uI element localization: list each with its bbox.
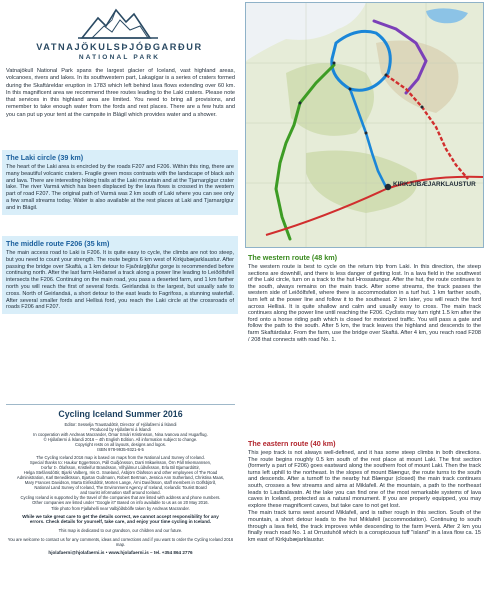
credits-line: Administration, Karl Benediktsson, Bjartan Guðmann, Robert Bertman, Jessica Ann Sutherland, Christina Maas, [16,474,225,480]
credits-line: Editor: Sesselja Traustadóttir, Director of Hjólafærni á Íslandi [64,422,177,427]
western-route-title: The western route (48 km) [248,253,338,262]
credits-line: © Hjólafærni á Íslandi 2016 – 4th English Edition. All information subject to change. [43,437,198,443]
park-logo [0,0,239,66]
middle-route-body: The main access road to Laki is F206. It is quite easy to cycle, the climbs are not too steep, but you need to count your strength. The route begins 6 km west of Kirkjubæjarklaustur. After passing the bridge over Skaftá, a 1 km detour to Fjaðrárgljúfur gorge is recommended before continuing north. After the last farm Heiðarsel a track along a power line leading to Leiðólfsfell intersects the F206. Continuing on the main road, you pass a deserted farm, and 1 km farther north you will reach the first of several fords. Geirlandsá is the largest, but usually safe to cross. North of Geirlandsá, a short detour to the east leads to Fagrifoss, a stunning waterfall. After several smaller fords and Hellisá ford, you reach the Laki circle at the crossroads of roads F206 and F207. [6,250,234,311]
eastern-route-section [245,436,484,544]
credits-line: Þorfur Þ. Ólafsson, Kristleifur Brandsson, Vilhjálmur Lúðvíksson, Erla Bil Bjarnardóttir, [41,464,200,470]
credits-box [6,404,235,595]
credits-line: National Land Survey of Iceland, The Environment Agency of Iceland, Icelandic Tourist Board [34,485,207,491]
credits-line: and tourist information staff around Iceland. [80,490,161,496]
western-route-section [245,250,484,344]
laki-circle-title: The Laki circle (39 km) [6,153,84,162]
credits-disclaimer: While we take great care to get the details correct, we cannot accept responsibility for any [22,513,219,519]
middle-route-section [2,236,238,314]
credits-dedication: This map is dedicated to our grandson, our children and our future. [58,527,183,533]
credits-line: Title photo from Fjallahelli near Valbjóðsbólfe taken by Andreas Macrander. [51,505,190,511]
contact-info: hjolafaerni@hjolafaerni.is • www.hjolafaerni.is – tel. +354 864 2776 [48,549,193,555]
credits-line: Mary Frances Davidson, Marta Eiríksdóttir, Morten Lange, Árni Davíðsson, staff members in Golfsbjörð, [24,480,217,486]
eastern-route-body-2: The main track turns west around Miklafell, and is rather rough in this section. South of the mountain, a short detour leads to the hut Miklafell (accommodation). Continuing to south through a lava field, the track improves while descending to the farm Þverá. After 2 km you finally reach road No. 1 at Orrustuhóll which is a conspicuous tuff "island" in a lava flow ca. 15 km east of Kirkjubæjarklaustur. [248,510,481,543]
credits-disclaimer: errors. Check details for yourself, take care, and enjoy your time cycling in Iceland. [29,519,212,525]
town-label: KIRKJUBÆJARKLAUSTUR [393,181,476,188]
eastern-route-body-1: This jeep track is not always well-defined, and it has some steep climbs in both directions. The route begins roughly 0.5 km south of the rest place at mount Laki. The first section (formerly a part of F206) goes eastward along the southern foot of mount Laki. Then the track turns left uphill to the northeast. In the slopes of mount Blængur, the route turns to the south and descends. After a turnoff to the nearby hut Blængur (closed) the main track continues south, crosses a few streams and aims at Miklafell. At the mountain, a path to the northeast leads to Laufbalavatn. At the lake you can find one of the most remarkable systems of lava caves in Iceland, protected as a natural monument. If you are properly equipped, you may explore these magnificent caves, but take care to not get lost. [248,450,481,509]
logo-wordmark: VATNAJÖKULSÞJÓÐGARÐUR [36,42,203,52]
credits-title: Cycling Iceland Summer 2016 [58,409,183,419]
credits-line: Cycling Iceland is supported by the travel of the companies that are listed with address and phone numbers. [20,495,221,501]
intro-paragraph: Vatnajökull National Park spans the largest glacier of Iceland, vast highland areas, volcanoes, rivers and lakes. In its southwestern part, Lakagígar is a series of craters formed during the Skaftáreldar eruption in 1783 which left behind lava flows extending over 60 km. In this magnificent area we recommend three routes leading to the Laki craters. Please note that services in this highland area are limited. You need to bring all provisions, and remember to take enough water from the fords and rest places. There are a few huts and you can put up your tent at the campsite in Blágil which provides water and a shower. [6,68,235,118]
western-route-body: The western route is best to cycle on the return trip from Laki. In this direction, the steep sections are downhill, and there is less danger of getting lost. In a lava field in the southwest of the Laki circle, turn on a track to the hut Hrossatungur. After the hut, the route continues to the south, always remains on the main track. After some streams, the track passes the western side of Leiðólfsfell, where there is accommodation in a turf hut. 1 km farther south, turn left at the power line and follow it to the southeast. 2 km later, you will reach the ford across Hellisá. It is quite shallow and calm and usually easy to cross. The main track continues along the power line until reaching the F206. Cyclists may turn right 1.5 km after the ford onto a horse riding path which is closed for motorized traffic. You will pass a gate and follow the path to the south. After 5 km, the track leaves the highland and descends to the farm Skaftárdalur. From the farm, use the bridge over Skaftá. After 4 km, you reach road F208 / 208 that connects with road No. 1. [248,264,481,343]
middle-route-title: The middle route F206 (35 km) [6,239,110,248]
credits-line: The Cycling Iceland 2016 map is based on maps from the National Land Survey of Iceland. [36,454,205,460]
credits-welcome: You are welcome to contact us for any comments, ideas and corrections and if you want to order the Cycling Iceland 2016 map. [7,536,234,547]
laki-circle-section [2,150,238,215]
credits-line: Copyright rests on all layouts, designs and logos. [74,442,166,448]
route-map-graphic [246,3,483,247]
town-marker-icon [385,184,391,190]
logo-subtitle: NATIONAL PARK [78,54,161,61]
route-map [245,2,484,248]
left-column [0,0,239,600]
credits-line: ISBN 978-9935-9321-6-5 [97,447,144,453]
credits-line: Produced by Hjólafærni á Íslandi [90,427,151,433]
credits-line: Other companies are listed under "Google it!" Based on info available to us as on 20 May 2016. [32,500,209,506]
right-column [245,0,484,600]
glacier-logo-icon [0,0,239,42]
credits-line: Helga Stefánsdóttir, Bjarki Valberg, Iris G. Snæland, Ásbjörn Ólafsson and other employees of The Road [23,469,218,475]
credits-line: In cooperation with Andreas Macrander, Ómar Smári Kristinsson, Nina Ivanova and Hugarflug. [33,432,208,438]
eastern-route-title: The eastern route (40 km) [248,439,336,448]
credits-line: Special thanks to: Haukur Eggertsson, Páll Guðjónsson, Darri Mikaelsson, Örn Páll Inkemannsen, [29,459,212,465]
laki-circle-body: The heart of the Laki area is encircled by the roads F207 and F206. Within this ring, there are many beautiful volcanic craters. Fragile green moss contrasts with the landscape of black ash and lava. There are interesting hiking trails at the Laki mountain and at the Tjarnargígur crater lake. The river Varmá which has been displaced by the lava flows is crossed in the western part of road F207. The original path of Varmá was 2 km south of Laki where you can see only a few small streams today. Water is also available at the rest places at Laki and Tjarnargígur and in Blágil. [6,164,234,211]
